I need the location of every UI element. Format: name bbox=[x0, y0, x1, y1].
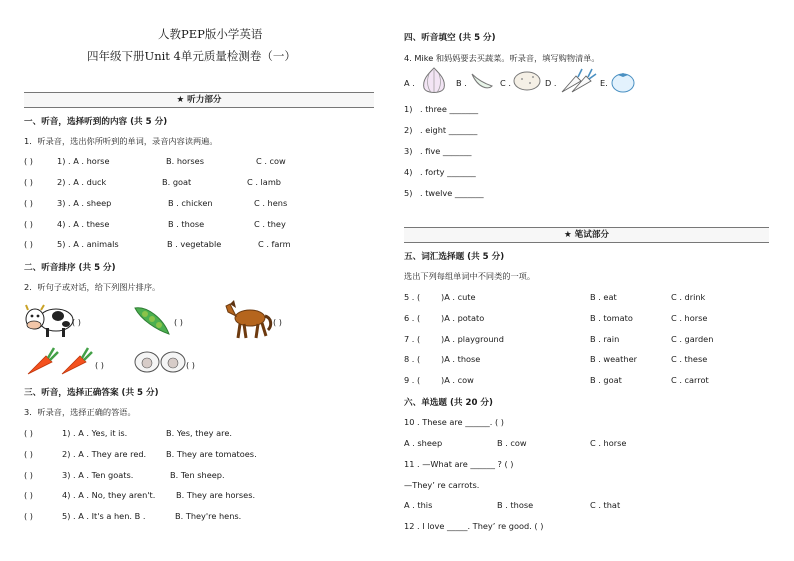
bean-pod-icon bbox=[470, 70, 494, 92]
question-number[interactable]: 6 . ( bbox=[404, 313, 421, 323]
carrots-icon bbox=[558, 66, 598, 96]
sec3-instruction: 3．听录音，选择正确的答语。 bbox=[24, 407, 136, 417]
option-b: B . cow bbox=[497, 438, 527, 448]
option-b: B. Yes, they are. bbox=[166, 428, 232, 438]
option-a: )A . cute bbox=[441, 292, 476, 302]
option-a: 4) . A . No, they aren't. bbox=[62, 490, 156, 500]
writing-section-banner: ★ 笔试部分 bbox=[404, 227, 769, 243]
option-c: C . lamb bbox=[247, 177, 281, 187]
doc-title-line2: 四年级下册Unit 4单元质量检测卷（一） bbox=[87, 49, 296, 63]
option-b: B. They are horses. bbox=[176, 490, 256, 500]
option-a: A . this bbox=[404, 500, 433, 510]
answer-blank[interactable]: ( ) bbox=[24, 219, 33, 229]
option-b: B . weather bbox=[590, 354, 637, 364]
fill-blank[interactable]: . five _______ bbox=[420, 146, 472, 156]
option-c: C . these bbox=[671, 354, 708, 364]
option-a: 4) . A . these bbox=[57, 219, 110, 229]
answer-blank[interactable]: ( ) bbox=[24, 511, 33, 521]
question-number[interactable]: 5 . ( bbox=[404, 292, 421, 302]
item-number: 5) bbox=[404, 188, 413, 198]
option-c: C . cow bbox=[256, 156, 286, 166]
fill-blank[interactable]: . three _______ bbox=[420, 104, 479, 114]
sec4-heading: 四、听音填空 (共 5 分) bbox=[404, 33, 496, 43]
option-b: B . tomato bbox=[590, 313, 633, 323]
option-c: C . horse bbox=[671, 313, 708, 323]
answer-blank[interactable]: ( ) bbox=[24, 198, 33, 208]
question-11[interactable]: 11 . —What are ______ ? ( ) bbox=[404, 459, 514, 469]
option-a: 1) . A . horse bbox=[57, 156, 110, 166]
option-a: A . sheep bbox=[404, 438, 443, 448]
option-b: B . vegetable bbox=[167, 239, 222, 249]
option-a: 3) . A . Ten goats. bbox=[62, 470, 134, 480]
answer-blank[interactable]: ( ) bbox=[24, 239, 33, 249]
option-b: B. goat bbox=[162, 177, 192, 187]
option-b: B . eat bbox=[590, 292, 617, 302]
option-b: B. They are tomatoes. bbox=[166, 449, 257, 459]
option-c: C . garden bbox=[671, 334, 714, 344]
option-c: C . carrot bbox=[671, 375, 709, 385]
fill-blank[interactable]: . forty _______ bbox=[420, 167, 476, 177]
option-c: C . hens bbox=[254, 198, 288, 208]
question-11-reply: —They’ re carrots. bbox=[404, 480, 480, 490]
sec5-heading: 五、词汇选择题 (共 5 分) bbox=[404, 252, 505, 262]
cow-picture bbox=[24, 302, 76, 340]
option-a: 3) . A . sheep bbox=[57, 198, 112, 208]
answer-blank[interactable]: ( ) bbox=[174, 317, 183, 327]
answer-blank[interactable]: ( ) bbox=[24, 490, 33, 500]
option-label-d: D . bbox=[545, 78, 557, 88]
fill-blank[interactable]: . eight _______ bbox=[420, 125, 478, 135]
item-number: 3) bbox=[404, 146, 413, 156]
option-label-a: A . bbox=[404, 78, 415, 88]
sec3-heading: 三、听音，选择正确答案 (共 5 分) bbox=[24, 388, 159, 398]
answer-blank[interactable]: ( ) bbox=[95, 360, 104, 370]
peas-picture bbox=[133, 302, 173, 338]
answer-blank[interactable]: ( ) bbox=[186, 360, 195, 370]
option-a: )A . cow bbox=[441, 375, 474, 385]
answer-blank[interactable]: ( ) bbox=[24, 177, 33, 187]
option-label-b: B . bbox=[456, 78, 467, 88]
sec5-instruction: 选出下列每组单词中不同类的一项。 bbox=[404, 271, 536, 281]
onion-icon bbox=[420, 66, 448, 96]
item-number: 1) bbox=[404, 104, 413, 114]
answer-blank[interactable]: ( ) bbox=[24, 428, 33, 438]
question-number[interactable]: 8 . ( bbox=[404, 354, 421, 364]
option-b: B . rain bbox=[590, 334, 620, 344]
fill-blank[interactable]: . twelve _______ bbox=[420, 188, 484, 198]
option-b: B. horses bbox=[166, 156, 204, 166]
option-b: B . those bbox=[497, 500, 534, 510]
item-number: 2) bbox=[404, 125, 413, 135]
question-number[interactable]: 9 . ( bbox=[404, 375, 421, 385]
option-a: 1) . A . Yes, it is. bbox=[62, 428, 128, 438]
option-c: C . horse bbox=[590, 438, 627, 448]
option-b: B. Ten sheep. bbox=[170, 470, 225, 480]
listening-section-banner: ★ 听力部分 bbox=[24, 92, 374, 108]
option-c: C . farm bbox=[258, 239, 291, 249]
option-b: B . those bbox=[168, 219, 205, 229]
question-number[interactable]: 7 . ( bbox=[404, 334, 421, 344]
option-c: C . drink bbox=[671, 292, 706, 302]
answer-blank[interactable]: ( ) bbox=[24, 156, 33, 166]
sec6-heading: 六、单选题 (共 20 分) bbox=[404, 398, 493, 408]
option-label-c: C . bbox=[500, 78, 511, 88]
option-b: B. They're hens. bbox=[175, 511, 242, 521]
question-10[interactable]: 10 . These are ______. ( ) bbox=[404, 417, 504, 427]
sec2-instruction: 2．听句子或对话，给下列图片排序。 bbox=[24, 282, 161, 292]
option-a: 5) . A . It's a hen. B . bbox=[62, 511, 146, 521]
answer-blank[interactable]: ( ) bbox=[24, 449, 33, 459]
option-b: B . chicken bbox=[168, 198, 213, 208]
option-b: B . goat bbox=[590, 375, 622, 385]
option-a: 2) . A . They are red. bbox=[62, 449, 147, 459]
answer-blank[interactable]: ( ) bbox=[24, 470, 33, 480]
tomato-icon bbox=[610, 68, 636, 94]
carrots-picture bbox=[24, 346, 94, 378]
sheep-picture bbox=[133, 348, 187, 378]
option-a: )A . playground bbox=[441, 334, 504, 344]
sec1-heading: 一、听音，选择听到的内容 (共 5 分) bbox=[24, 117, 168, 127]
option-a: )A . potato bbox=[441, 313, 485, 323]
sec4-instruction: 4. Mike 和妈妈要去买蔬菜。听录音，填写购物清单。 bbox=[404, 53, 600, 63]
question-12[interactable]: 12 . I love _____. They’ re good. ( ) bbox=[404, 521, 544, 531]
potato-icon bbox=[512, 70, 542, 92]
doc-title-line1: 人教PEP版小学英语 bbox=[158, 27, 263, 41]
horse-picture bbox=[222, 298, 274, 340]
sec1-instruction: 1．听录音，选出你所听到的单词，录音内容读两遍。 bbox=[24, 136, 218, 146]
option-label-e: E. bbox=[600, 78, 608, 88]
option-c: C . that bbox=[590, 500, 621, 510]
option-a: )A . those bbox=[441, 354, 481, 364]
sec2-heading: 二、听音排序 (共 5 分) bbox=[24, 263, 116, 273]
item-number: 4) bbox=[404, 167, 413, 177]
answer-blank[interactable]: ( ) bbox=[273, 317, 282, 327]
option-a: 2) . A . duck bbox=[57, 177, 107, 187]
option-a: 5) . A . animals bbox=[57, 239, 119, 249]
answer-blank[interactable]: ( ) bbox=[72, 317, 81, 327]
option-c: C . they bbox=[254, 219, 286, 229]
